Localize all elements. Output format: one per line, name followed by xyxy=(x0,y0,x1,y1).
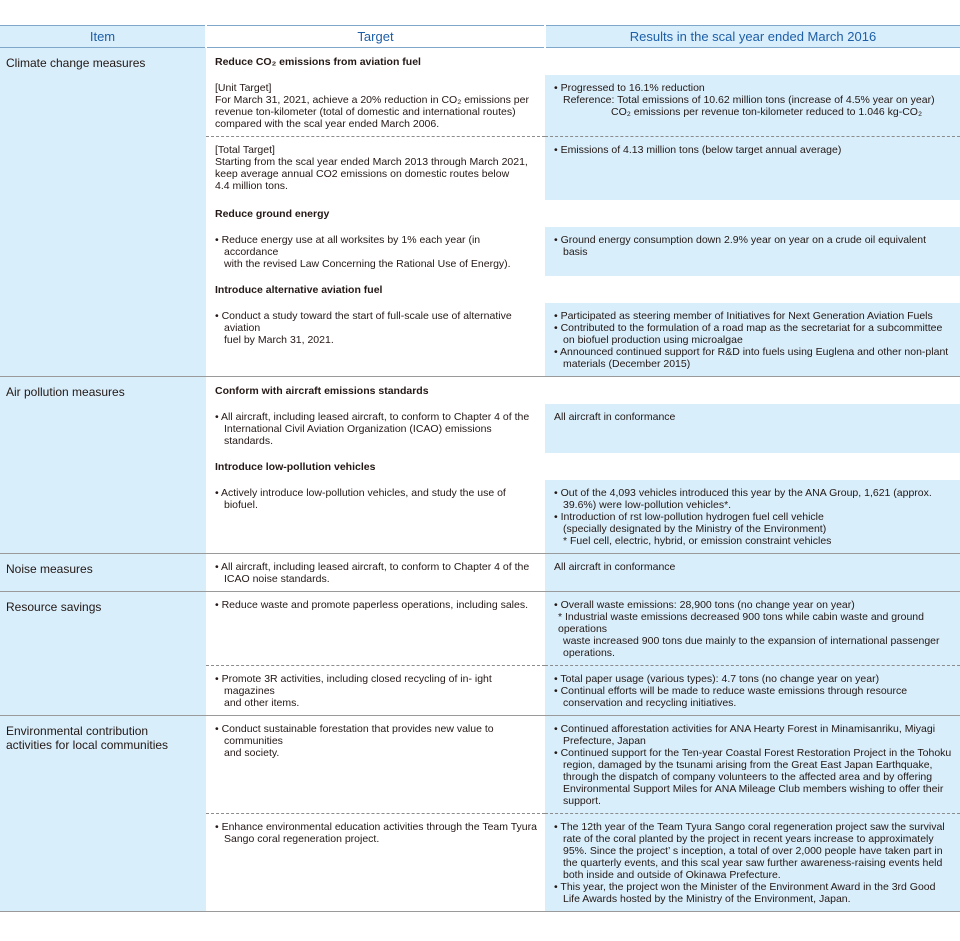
item-noise: Noise measures xyxy=(0,554,206,592)
item-resource: Resource savings xyxy=(0,592,206,716)
subheading: Introduce low-pollution vehicles xyxy=(206,453,960,480)
subheading: Introduce alternative aviation fuel xyxy=(206,276,960,303)
result-cell: • Overall waste emissions: 28,900 tons (no change year on year) * Industrial waste emissions decreased 900 tons while cabin waste and ground operations waste increased 900 tons due mainly to the expansion of international passenger operations. xyxy=(545,592,960,666)
result-cell: • Progressed to 16.1% reduction Reference: Total emissions of 10.62 million tons (increase of 4.5% year on year) CO₂ emissions per revenue ton-kilometer reduced to 1.046 kg-CO₂ xyxy=(545,75,960,137)
table-header-row xyxy=(0,26,960,48)
item-environmental: Environmental contribution activities for local communities xyxy=(0,716,206,912)
result-cell: • Ground energy consumption down 2.9% year on year on a crude oil equivalent basis xyxy=(545,227,960,276)
item-climate: Climate change measures xyxy=(0,48,206,377)
result-cell: All aircraft in conformance xyxy=(545,404,960,453)
environment-targets-table xyxy=(0,25,960,912)
target-cell: [Unit Target] For March 31, 2021, achieve a 20% reduction in CO₂ emissions per revenue ton-kilometer (total of domestic and international routes) compared with the scal year ended March 2006. xyxy=(206,75,545,137)
target-cell: • Reduce energy use at all worksites by 1% each year (in accordance with the revised Law Concerning the Rational Use of Energy). xyxy=(206,227,545,276)
header-target: Target xyxy=(206,26,545,48)
target-cell: • Enhance environmental education activities through the Team Tyura Sango coral regeneration project. xyxy=(206,814,545,912)
result-cell: • Out of the 4,093 vehicles introduced this year by the ANA Group, 1,621 (approx. 39.6%) were low-pollution vehicles*. • Introduction of rst low-pollution hydrogen fuel cell vehicle (specially designated by the Ministry of the Environment) * Fuel cell, electric, hybrid, or emission constraint vehicles xyxy=(545,480,960,554)
subheading: Reduce CO₂ emissions from aviation fuel xyxy=(206,48,960,76)
subheading: Conform with aircraft emissions standards xyxy=(206,377,960,405)
table-row xyxy=(0,554,960,592)
header-item: Item xyxy=(0,26,206,48)
item-air: Air pollution measures xyxy=(0,377,206,554)
result-cell: • Emissions of 4.13 million tons (below target annual average) xyxy=(545,137,960,201)
target-cell: [Total Target] Starting from the scal year ended March 2013 through March 2021, keep average annual CO2 emissions on domestic routes below 4.4 million tons. xyxy=(206,137,545,201)
table-row xyxy=(0,716,960,814)
environment-targets-table-container xyxy=(0,25,960,912)
table-row xyxy=(0,48,960,76)
result-cell: All aircraft in conformance xyxy=(545,554,960,592)
table-row xyxy=(0,377,960,405)
target-cell: • All aircraft, including leased aircraft, to conform to Chapter 4 of the International Civil Aviation Organization (ICAO) emissions standards. xyxy=(206,404,545,453)
result-cell: • Continued afforestation activities for ANA Hearty Forest in Minamisanriku, Miyagi Prefecture, Japan • Continued support for the Ten-year Coastal Forest Restoration Project in the Tohoku region, damaged by the tsunami arising from the Great East Japan Earthquake, through the dispatch of company volunteers to the affected area and by offering Environmental Support Miles for ANA Mileage Club members wishing to offer their support. xyxy=(545,716,960,814)
header-results: Results in the scal year ended March 2016 xyxy=(545,26,960,48)
result-cell: • The 12th year of the Team Tyura Sango coral regeneration project saw the survival rate of the coral planted by the project in recent years increase to approximately 95%. Since the project’ s inception, a total of over 2,000 people have taken part in the quarterly events, and this scal year saw further awareness-raising events held both inside and outside of Okinawa Prefecture. • This year, the project won the Minister of the Environment Award in the 3rd Good Life Awards hosted by the Ministry of the Environment, Japan. xyxy=(545,814,960,912)
result-cell: • Total paper usage (various types): 4.7 tons (no change year on year) • Continual efforts will be made to reduce waste emissions through resource conservation and recycling initiatives. xyxy=(545,666,960,716)
target-cell: • Conduct sustainable forestation that provides new value to communities and society. xyxy=(206,716,545,814)
target-cell: • Actively introduce low-pollution vehicles, and study the use of biofuel. xyxy=(206,480,545,554)
table-row xyxy=(0,592,960,666)
target-cell: • All aircraft, including leased aircraft, to conform to Chapter 4 of the ICAO noise standards. xyxy=(206,554,545,592)
target-cell: • Promote 3R activities, including closed recycling of in- ight magazines and other items. xyxy=(206,666,545,716)
result-cell: • Participated as steering member of Initiatives for Next Generation Aviation Fuels • Contributed to the formulation of a road map as the secretariat for a subcommittee on biofuel production using microalgae • Announced continued support for R&D into fuels using Euglena and other non-plant materials (December 2015) xyxy=(545,303,960,377)
target-cell: • Reduce waste and promote paperless operations, including sales. xyxy=(206,592,545,666)
target-cell: • Conduct a study toward the start of full-scale use of alternative aviation fuel by March 31, 2021. xyxy=(206,303,545,377)
subheading: Reduce ground energy xyxy=(206,200,960,227)
